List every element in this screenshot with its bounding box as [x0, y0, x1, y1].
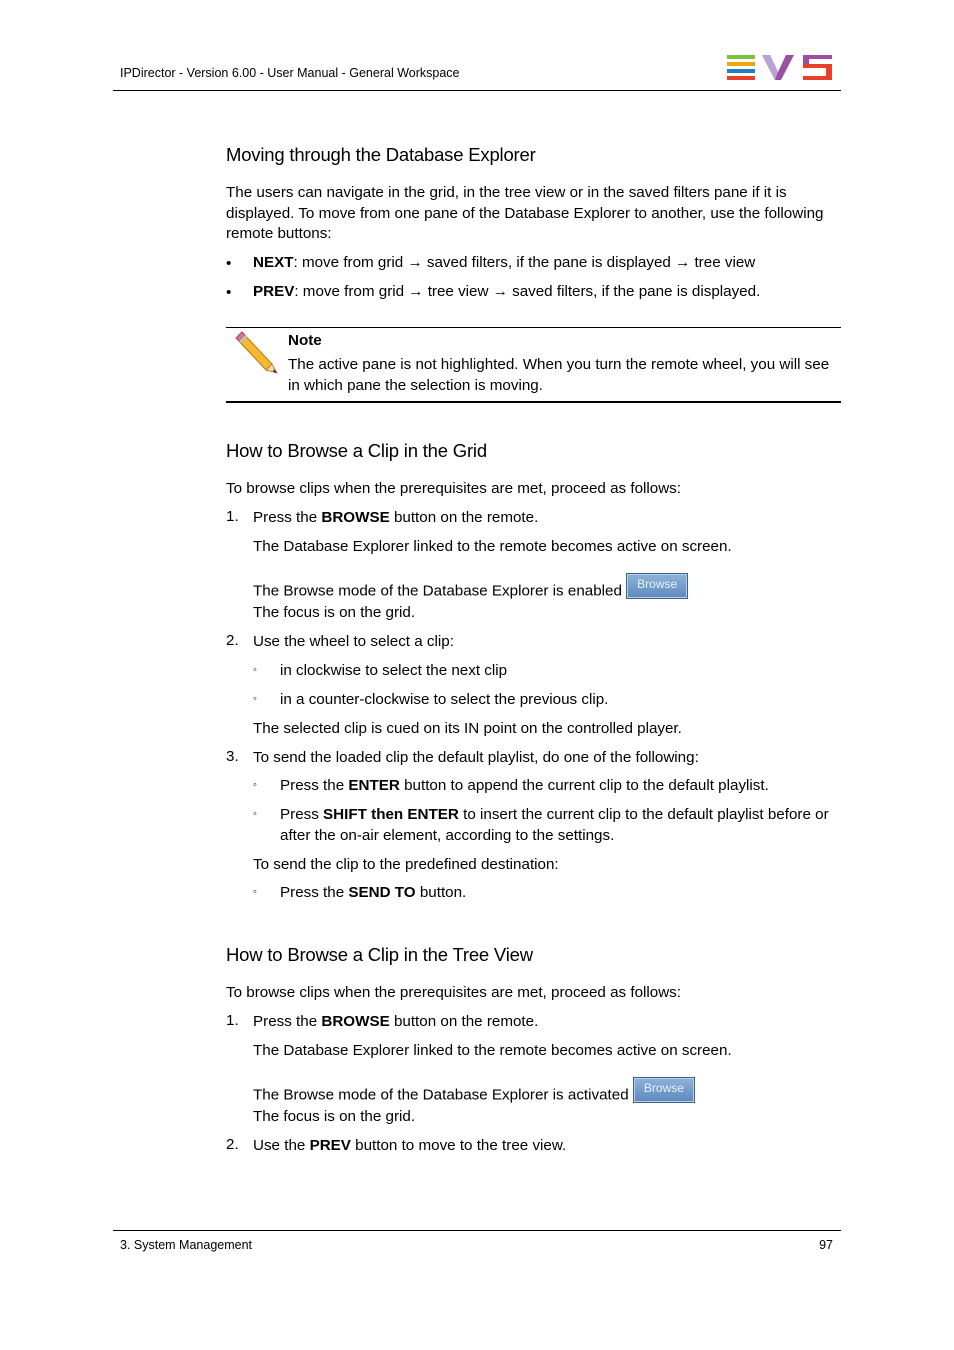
- footer-section: 3. System Management: [120, 1238, 253, 1252]
- footer-rule: [113, 1230, 841, 1231]
- section-heading-moving: Moving through the Database Explorer: [226, 144, 536, 165]
- bullet-next: NEXT: move from grid → saved filters, if the pane is displayed → tree view: [253, 254, 756, 271]
- sub-marker: ◦: [253, 779, 257, 791]
- tree-step2-text: Use the PREV button to move to the tree view.: [253, 1137, 567, 1154]
- browse-button-image: Browse: [633, 1077, 695, 1103]
- step-number: 1.: [226, 1012, 239, 1029]
- sub-marker: ◦: [253, 808, 257, 820]
- step-number: 2.: [226, 1136, 239, 1153]
- page-number: 97: [819, 1238, 833, 1252]
- section-heading-browse-grid: How to Browse a Clip in the Grid: [226, 440, 487, 461]
- bullet-marker: •: [226, 255, 232, 272]
- step2-sub2: in a counter-clockwise to select the previous clip.: [280, 691, 609, 708]
- tree-step1-text: Press the BROWSE button on the remote.: [253, 1013, 539, 1030]
- step-number: 3.: [226, 748, 239, 765]
- note-title: Note: [288, 332, 322, 349]
- sub-marker: ◦: [253, 886, 257, 898]
- step3-sub3: Press the SEND TO button.: [280, 884, 467, 901]
- step3-after: To send the clip to the predefined destination:: [253, 856, 559, 873]
- step2-text: Use the wheel to select a clip:: [253, 633, 454, 650]
- bullet-prev: PREV: move from grid → tree view → saved filters, if the pane is displayed.: [253, 283, 761, 300]
- step3-text: To send the loaded clip the default playlist, do one of the following:: [253, 749, 699, 766]
- sub-marker: ◦: [253, 664, 257, 676]
- step2-after: The selected clip is cued on its IN point on the controlled player.: [253, 720, 682, 737]
- evs-logo: [726, 54, 834, 81]
- step-number: 2.: [226, 632, 239, 649]
- header-rule: [113, 90, 841, 91]
- tree-step1-browse-line: The Browse mode of the Database Explorer is activated Browse: [253, 1080, 843, 1106]
- tree-step1-result: The Database Explorer linked to the remote becomes active on screen.: [253, 1042, 732, 1059]
- step1-focus: The focus is on the grid.: [253, 604, 416, 621]
- tree-step1-focus: The focus is on the grid.: [253, 1108, 416, 1125]
- section2-intro: To browse clips when the prerequisites are met, proceed as follows:: [226, 480, 682, 497]
- bullet-marker: •: [226, 284, 232, 301]
- step3-sub1: Press the ENTER button to append the current clip to the default playlist.: [280, 777, 769, 794]
- step3-sub2: Press SHIFT then ENTER to insert the current clip to the default playlist before or after the on-air element, according to the settings.: [280, 806, 829, 844]
- step2-sub1: in clockwise to select the next clip: [280, 662, 508, 679]
- step1-result: The Database Explorer linked to the remote becomes active on screen.: [253, 538, 732, 555]
- section1-intro: The users can navigate in the grid, in the tree view or in the saved filters pane if it is displayed. To move from one pane of the Database Explorer to another, use the following remote buttons:: [226, 184, 824, 243]
- step-number: 1.: [226, 508, 239, 525]
- section-heading-browse-tree: How to Browse a Clip in the Tree View: [226, 944, 533, 965]
- sub-marker: ◦: [253, 693, 257, 705]
- step1-browse-line: The Browse mode of the Database Explorer is enabled Browse: [253, 576, 843, 602]
- header-title: IPDirector - Version 6.00 - User Manual - General Workspace: [120, 66, 460, 80]
- pencil-icon: [232, 330, 280, 374]
- note-text: The active pane is not highlighted. When you turn the remote wheel, you will see in which pane the selection is moving.: [288, 356, 830, 394]
- step1-text: Press the BROWSE button on the remote.: [253, 509, 539, 526]
- section3-intro: To browse clips when the prerequisites are met, proceed as follows:: [226, 984, 682, 1001]
- browse-button-image: Browse: [626, 573, 688, 599]
